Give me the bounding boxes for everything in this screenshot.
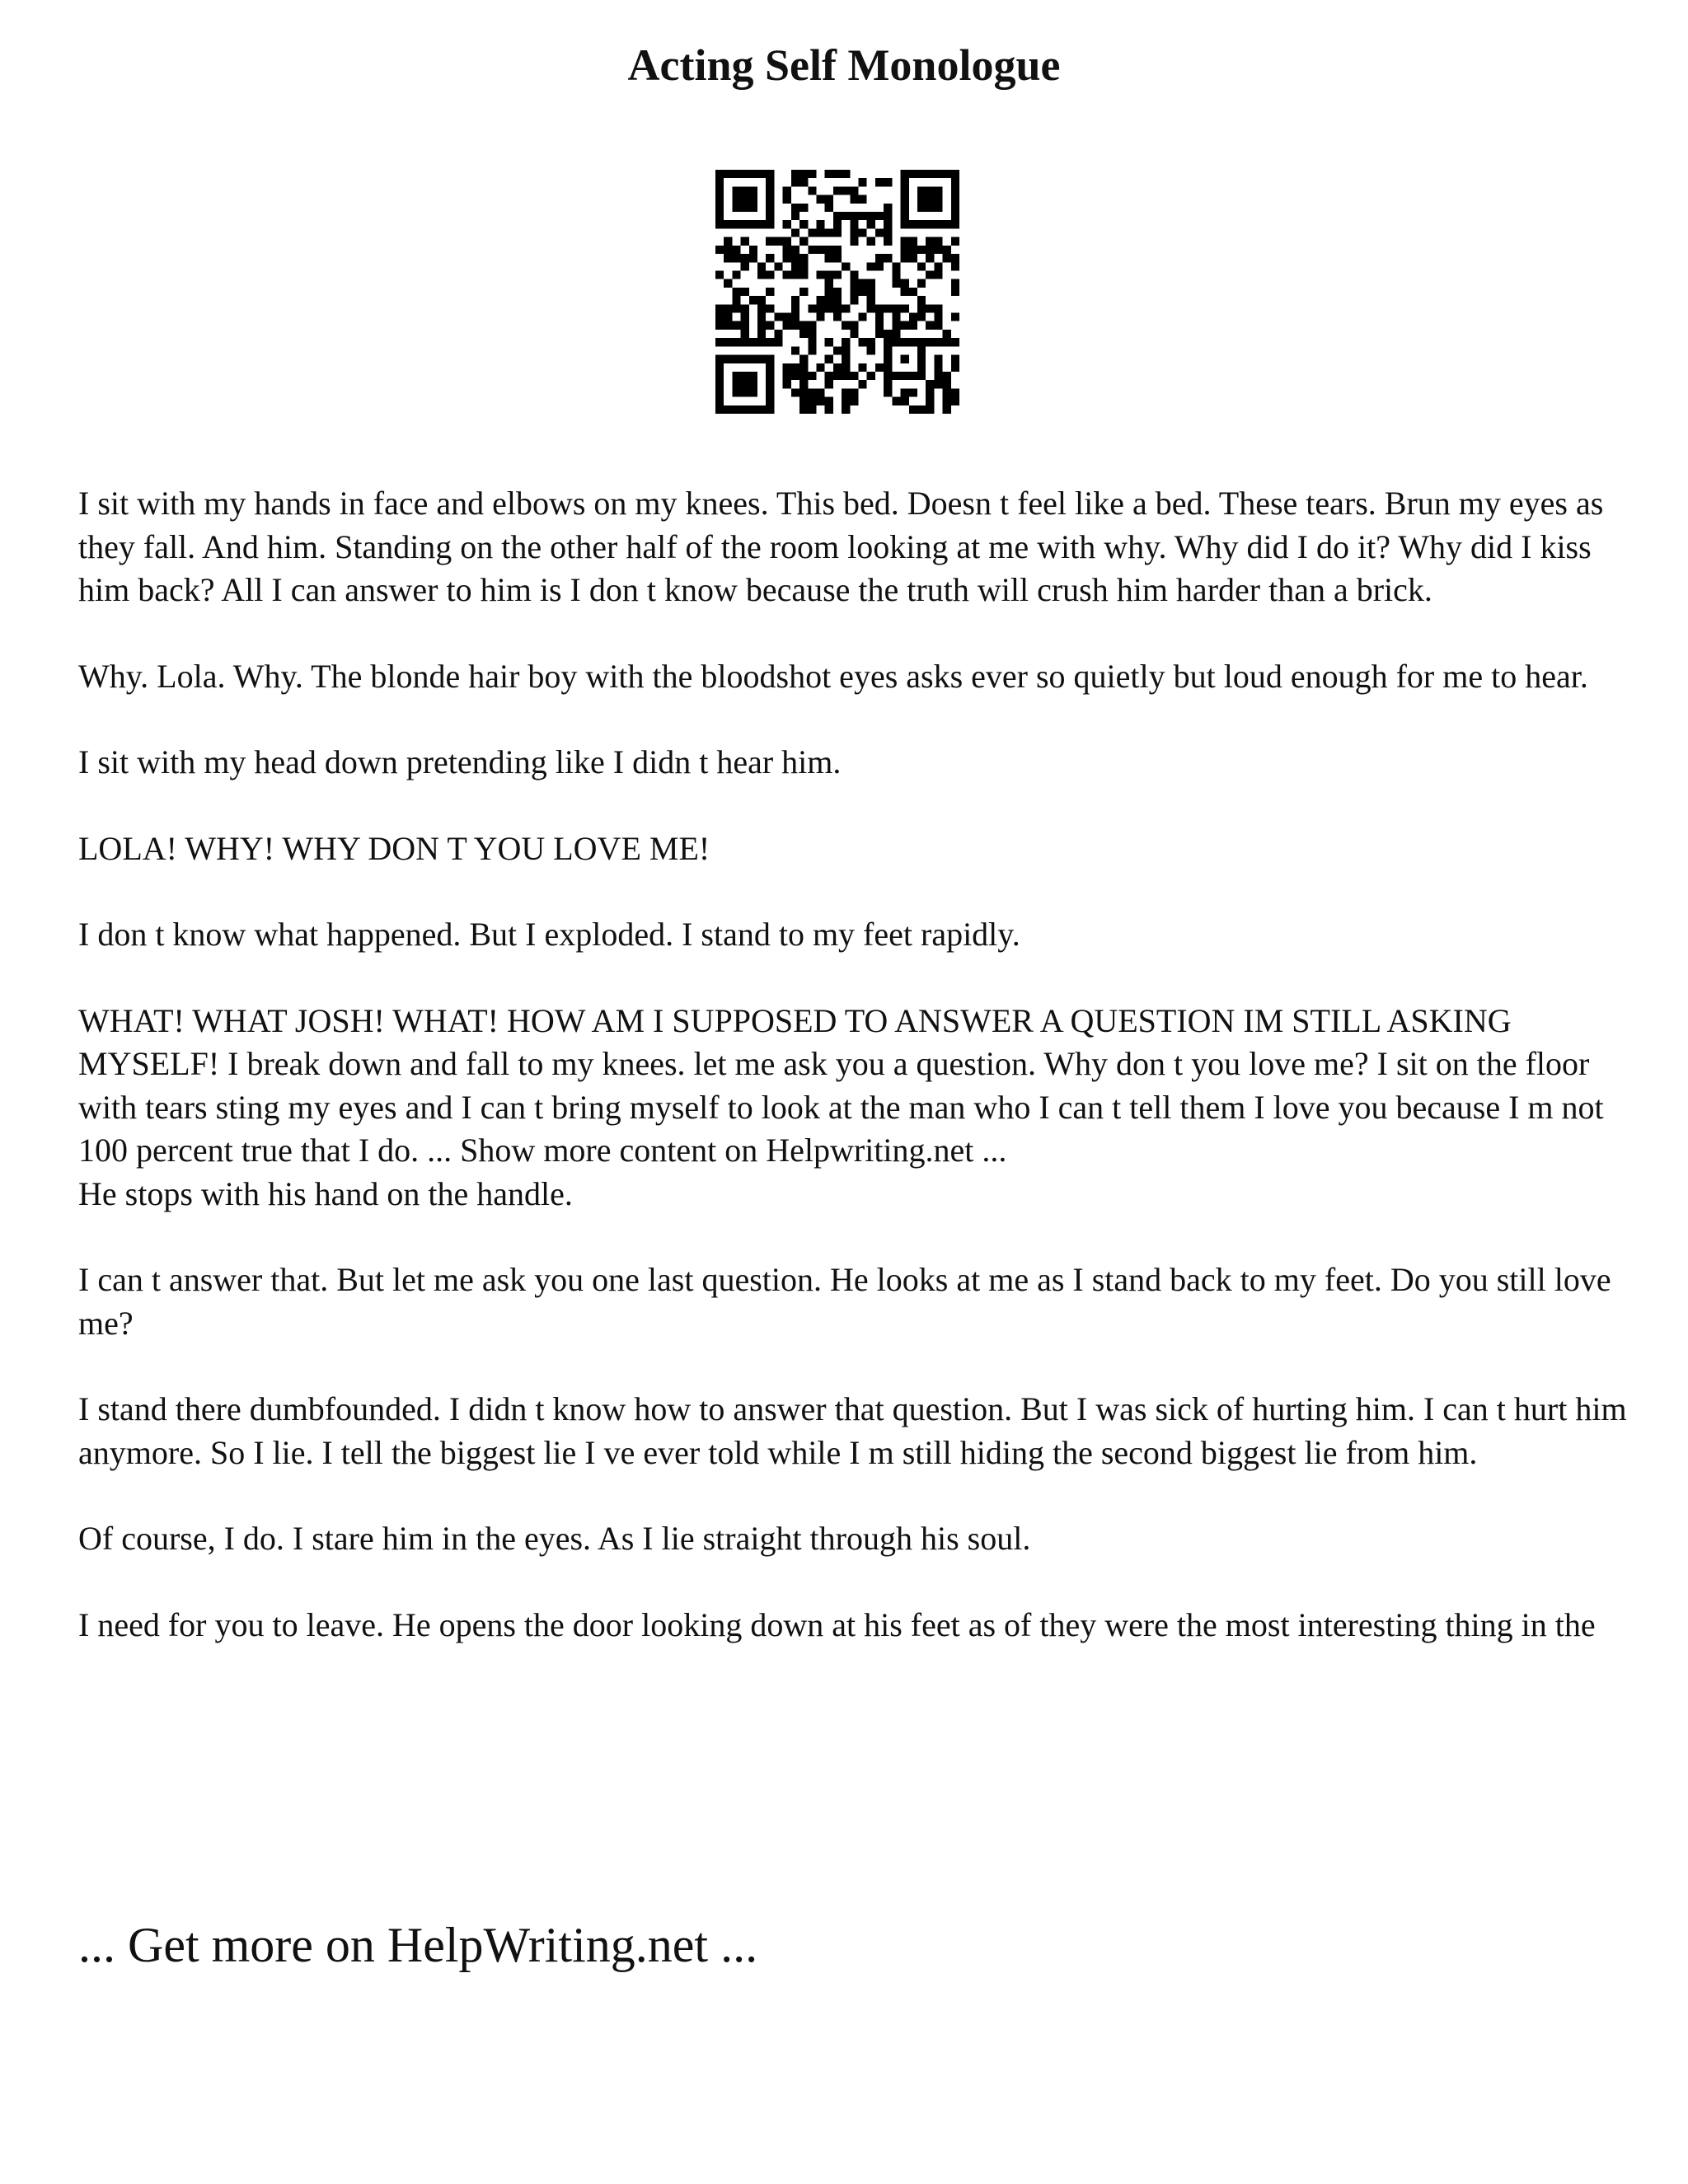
paragraph: Why. Lola. Why. The blonde hair boy with the bloodshot eyes asks ever so quietly but loud enough for me to hear.: [78, 657, 1588, 695]
paragraph: I need for you to leave. He opens the door looking down at his feet as of they were the most interesting thing in the: [78, 1605, 1596, 1643]
paragraph: I stand there dumbfounded. I didn t know how to answer that question. But I was sick of hurting him. I can t hurt him anymore. So I lie. I tell the biggest lie I ve ever told while I m still hiding the second biggest lie from him.: [78, 1390, 1627, 1471]
document-title: Acting Self Monologue: [627, 40, 1061, 90]
get-more-link[interactable]: ... Get more on HelpWriting.net ...: [78, 1918, 758, 1972]
qr-code-icon[interactable]: [715, 170, 959, 414]
paragraph: I sit with my hands in face and elbows on my knees. This bed. Doesn t feel like a bed. These tears. Brun my eyes as they fall. And him. Standing on the other half of the room looking at me with why. Why did I do it? Why did I kiss him back? All I can answer to him is I don t know because the truth will crush him harder than a brick.: [78, 485, 1604, 608]
paragraph: WHAT! WHAT JOSH! WHAT! HOW AM I SUPPOSED TO ANSWER A QUESTION IM STILL ASKING MYSELF! I break down and fall to my knees. let me ask you a question. Why don t you love me? I sit on the floor with tears sting my eyes and I can t bring myself to look at the man who I can t tell them I love you because I m not 100 percent true that I do. ... Show more content on Helpwriting.net ...: [78, 1001, 1604, 1169]
paragraph: I don t know what happened. But I exploded. I stand to my feet rapidly.: [78, 916, 1020, 953]
paragraph: LOLA! WHY! WHY DON T YOU LOVE ME!: [78, 829, 710, 867]
monologue-body: [78, 482, 1628, 1690]
paragraph: I sit with my head down pretending like I didn t hear him.: [78, 743, 842, 780]
paragraph: I can t answer that. But let me ask you one last question. He looks at me as I stand back to my feet. Do you still love me?: [78, 1261, 1611, 1342]
paragraph: He stops with his hand on the handle.: [78, 1174, 573, 1212]
paragraph: Of course, I do. I stare him in the eyes. As I lie straight through his soul.: [78, 1520, 1031, 1557]
